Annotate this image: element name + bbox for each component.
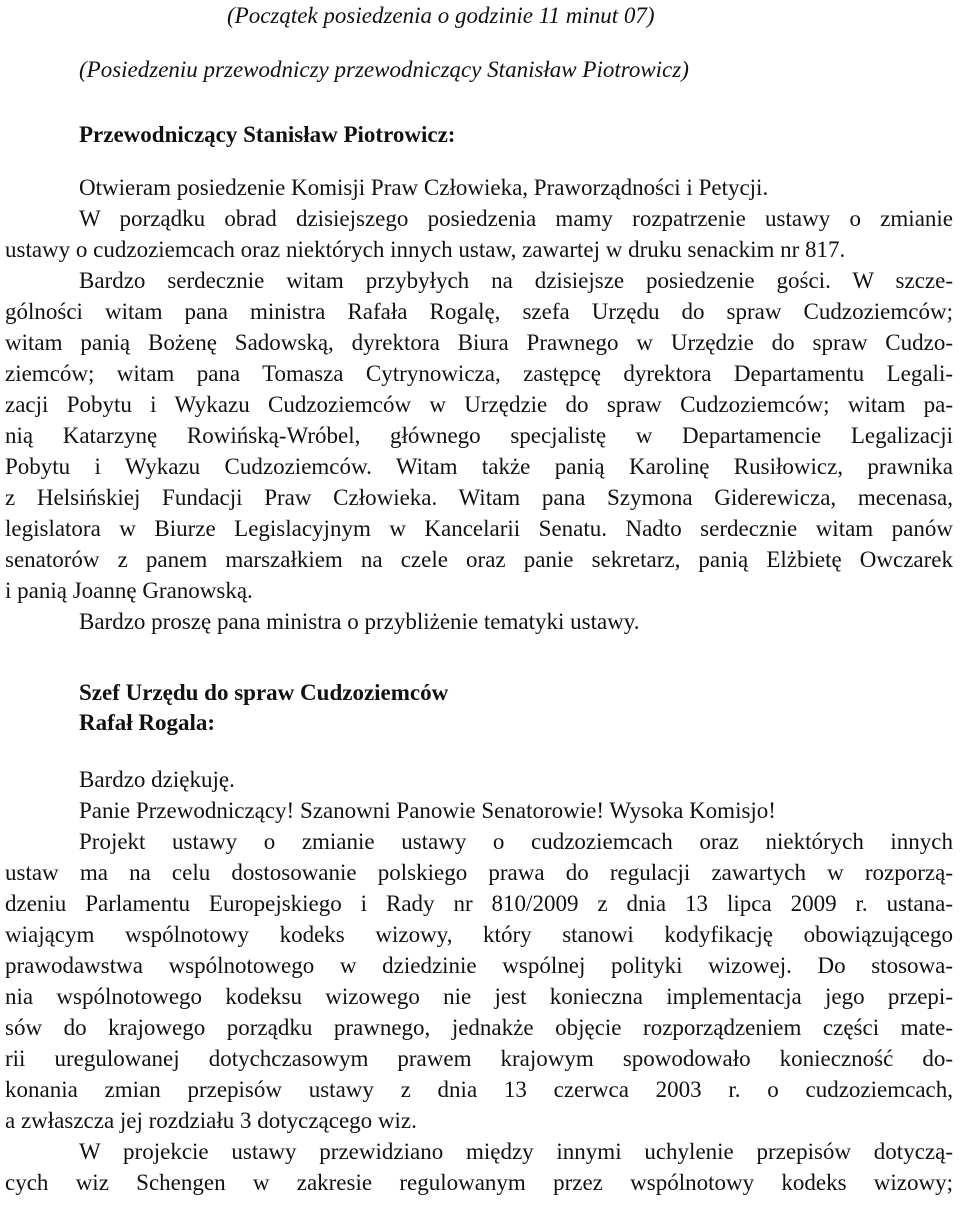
text-line: dzeniu Parlamentu Europejskiego i Rady nr 810/2009 z dnia 13 lipca 2009 r. ustana- xyxy=(5,891,953,916)
speech-minister xyxy=(5,764,953,1198)
chair-note: (Posiedzeniu przewodniczy przewodniczący Stanisław Piotrowicz) xyxy=(79,57,689,82)
text-line: witam panią Bożenę Sadowską, dyrektora Biura Prawnego w Urzędzie do spraw Cudzo- xyxy=(5,330,953,355)
text-line: legislatora w Biurze Legislacyjnym w Kancelarii Senatu. Nadto serdecznie witam panów xyxy=(5,516,953,541)
text-line: nią Katarzynę Rowińską-Wróbel, głównego specjalistę w Departamencie Legalizacji xyxy=(5,423,953,448)
speaker-heading-minister xyxy=(5,678,448,738)
speaker-title: Szef Urzędu do spraw Cudzoziemców xyxy=(79,680,449,705)
text-line: zacji Pobytu i Wykazu Cudzoziemców w Urzędzie do spraw Cudzoziemców; witam pa- xyxy=(5,392,953,417)
opening-note: (Początek posiedzenia o godzinie 11 minut 07) xyxy=(227,3,655,28)
speaker-name: Rafał Rogala: xyxy=(79,710,216,735)
text-line: gólności witam pana ministra Rafała Rogalę, szefa Urzędu do spraw Cudzoziemców; xyxy=(5,299,953,324)
text-line: prawodawstwa wspólnotowego w dziedzinie wspólnej polityki wizowej. Do stosowa- xyxy=(5,953,953,978)
text-line: nia wspólnotowego kodeksu wizowego nie jest konieczna implementacja jego przepi- xyxy=(5,984,953,1009)
text-line: wiającym wspólnotowy kodeks wizowy, który stanowi kodyfikację obowiązującego xyxy=(5,922,953,947)
text-line: Bardzo dziękuję. xyxy=(79,767,235,792)
text-line: Panie Przewodniczący! Szanowni Panowie Senatorowie! Wysoka Komisjo! xyxy=(79,798,776,823)
speech-chair xyxy=(5,172,953,637)
text-line: z Helsińskiej Fundacji Praw Człowieka. Witam pana Szymona Giderewicza, mecenasa, xyxy=(5,485,953,510)
text-line: W porządku obrad dzisiejszego posiedzenia mamy rozpatrzenie ustawy o zmianie xyxy=(79,206,953,231)
text-line: sów do krajowego porządku prawnego, jednakże objęcie rozporządzeniem części mate- xyxy=(5,1015,953,1040)
text-line: rii uregulowanej dotychczasowym prawem krajowym spowodowało konieczność do- xyxy=(5,1046,953,1071)
text-line: Bardzo proszę pana ministra o przybliżenie tematyki ustawy. xyxy=(79,609,640,634)
text-line: ziemców; witam pana Tomasza Cytrynowicza, zastępcę dyrektora Departamentu Legali- xyxy=(5,361,953,386)
text-line: Bardzo serdecznie witam przybyłych na dzisiejsze posiedzenie gości. W szcze- xyxy=(79,268,953,293)
text-line: cych wiz Schengen w zakresie regulowanym przez wspólnotowy kodeks wizowy; xyxy=(5,1170,953,1195)
speaker-heading-chair: Przewodniczący Stanisław Piotrowicz: xyxy=(79,122,456,147)
text-line: ustawy o cudzoziemcach oraz niektórych innych ustaw, zawartej w druku senackim nr 817. xyxy=(5,237,846,262)
text-line: Otwieram posiedzenie Komisji Praw Człowieka, Praworządności i Petycji. xyxy=(79,175,769,200)
text-line: ustaw ma na celu dostosowanie polskiego prawa do regulacji zawartych w rozporzą- xyxy=(5,860,953,885)
text-line: i panią Joannę Granowską. xyxy=(5,578,253,603)
text-line: Pobytu i Wykazu Cudzoziemców. Witam także panią Karolinę Rusiłowicz, prawnika xyxy=(5,454,953,479)
text-line: W projekcie ustawy przewidziano między innymi uchylenie przepisów dotyczą- xyxy=(79,1139,953,1164)
text-line: senatorów z panem marszałkiem na czele oraz panie sekretarz, panią Elżbietę Owczarek xyxy=(5,547,953,572)
text-line: a zwłaszcza jej rozdziału 3 dotyczącego wiz. xyxy=(5,1108,417,1133)
text-line: Projekt ustawy o zmianie ustawy o cudzoziemcach oraz niektórych innych xyxy=(79,829,953,854)
text-line: konania zmian przepisów ustawy z dnia 13 czerwca 2003 r. o cudzoziemcach, xyxy=(5,1077,953,1102)
